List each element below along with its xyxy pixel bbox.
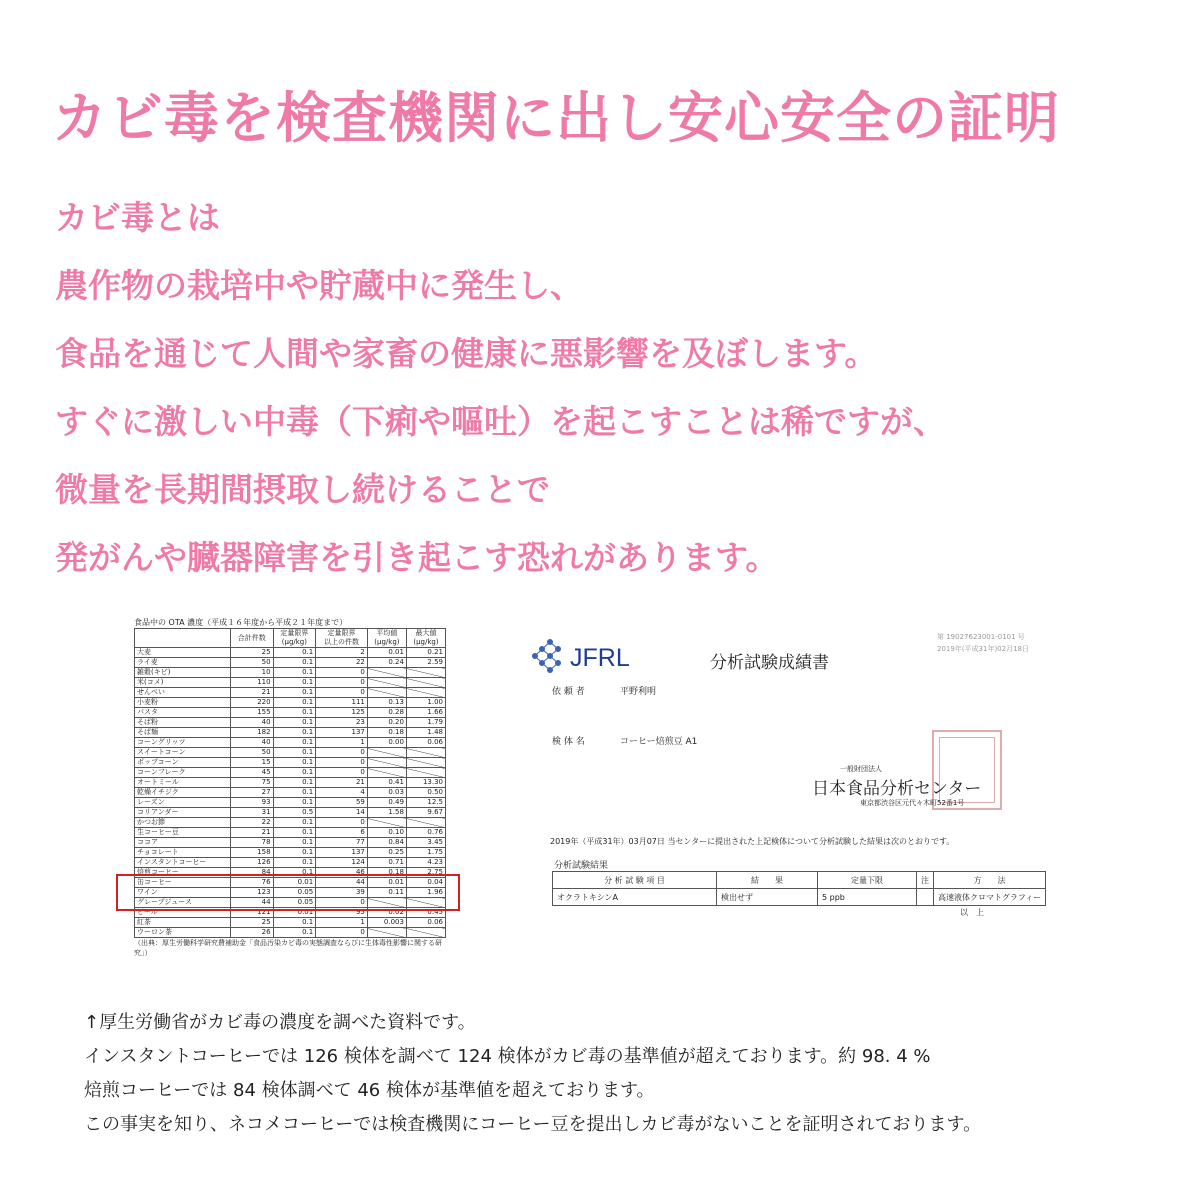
ota-value-cell: 0.10 bbox=[367, 828, 406, 838]
ota-value-cell bbox=[367, 668, 406, 678]
ota-value-cell: 0.02 bbox=[367, 908, 406, 918]
ota-value-cell: 0.1 bbox=[273, 698, 316, 708]
ota-value-cell bbox=[406, 748, 445, 758]
ota-table-row bbox=[135, 698, 446, 708]
ota-value-cell: 0.1 bbox=[273, 828, 316, 838]
ota-table-row bbox=[135, 848, 446, 858]
ota-value-cell bbox=[367, 758, 406, 768]
ota-table-row bbox=[135, 918, 446, 928]
ota-category-cell: 焙煎コーヒー bbox=[135, 868, 231, 878]
ota-value-cell: 0.01 bbox=[273, 908, 316, 918]
ota-value-cell: 44 bbox=[230, 898, 273, 908]
ota-value-cell: 0 bbox=[316, 678, 368, 688]
ota-value-cell: 0 bbox=[316, 818, 368, 828]
ota-category-cell: ココア bbox=[135, 838, 231, 848]
ota-value-cell: 0.01 bbox=[367, 648, 406, 658]
ota-category-cell: オートミール bbox=[135, 778, 231, 788]
ota-category-cell: 缶コーヒー bbox=[135, 878, 231, 888]
ota-category-cell: 大麦 bbox=[135, 648, 231, 658]
ota-value-cell: 126 bbox=[230, 858, 273, 868]
jfrl-logo-text: JFRL bbox=[570, 644, 630, 672]
ota-value-cell: 0 bbox=[316, 688, 368, 698]
page-headline: カビ毒を検査機関に出し安心安全の証明 bbox=[52, 86, 1061, 150]
ota-value-cell: 15 bbox=[230, 758, 273, 768]
ota-value-cell: 12.5 bbox=[406, 798, 445, 808]
ota-value-cell bbox=[367, 768, 406, 778]
ota-value-cell: 0 bbox=[316, 668, 368, 678]
ota-value-cell: 0.1 bbox=[273, 718, 316, 728]
ota-value-cell: 0.1 bbox=[273, 658, 316, 668]
ota-category-cell: チョコレート bbox=[135, 848, 231, 858]
ota-header-cell: 平均値 (µg/kg) bbox=[367, 629, 406, 648]
ota-value-cell: 0.04 bbox=[406, 878, 445, 888]
ota-value-cell: 1.58 bbox=[367, 808, 406, 818]
ota-header-cell: 定量限界 (µg/kg) bbox=[273, 629, 316, 648]
ota-value-cell: 59 bbox=[316, 798, 368, 808]
coffee-rows-highlight bbox=[116, 874, 460, 911]
ota-value-cell: 45 bbox=[230, 768, 273, 778]
ota-value-cell: 125 bbox=[316, 708, 368, 718]
ota-value-cell: 1 bbox=[316, 738, 368, 748]
ota-value-cell: 155 bbox=[230, 708, 273, 718]
ota-table-row bbox=[135, 648, 446, 658]
ota-value-cell: 0.1 bbox=[273, 818, 316, 828]
ota-table-row bbox=[135, 728, 446, 738]
ota-value-cell: 0.11 bbox=[367, 888, 406, 898]
ota-value-cell: 0 bbox=[316, 748, 368, 758]
ota-value-cell bbox=[367, 748, 406, 758]
ota-value-cell: 84 bbox=[230, 868, 273, 878]
ota-value-cell: 0.1 bbox=[273, 708, 316, 718]
intro-line: 微量を長期間摂取し続けることで bbox=[55, 470, 550, 509]
ota-value-cell: 0.71 bbox=[367, 858, 406, 868]
ota-value-cell: 0.1 bbox=[273, 858, 316, 868]
ota-category-cell: レーズン bbox=[135, 798, 231, 808]
intro-line: 食品を通じて人間や家畜の健康に悪影響を及ぼします。 bbox=[55, 334, 878, 373]
ota-category-cell: グレープジュース bbox=[135, 898, 231, 908]
ota-value-cell: 0.1 bbox=[273, 848, 316, 858]
footer-line: 焙煎コーヒーでは 84 検体調べて 46 検体が基準値を超えております。 bbox=[84, 1080, 655, 1101]
ota-value-cell: 220 bbox=[230, 698, 273, 708]
ota-value-cell: 76 bbox=[230, 878, 273, 888]
ota-value-cell: 1.66 bbox=[406, 708, 445, 718]
ota-value-cell: 0.03 bbox=[367, 788, 406, 798]
ota-category-cell: ウーロン茶 bbox=[135, 928, 231, 938]
ota-value-cell: 50 bbox=[230, 748, 273, 758]
ota-category-cell: ポップコーン bbox=[135, 758, 231, 768]
ota-table-row bbox=[135, 718, 446, 728]
ota-value-cell: 0.1 bbox=[273, 678, 316, 688]
ota-value-cell: 0.05 bbox=[273, 898, 316, 908]
ota-value-cell bbox=[367, 928, 406, 938]
ota-value-cell: 21 bbox=[316, 778, 368, 788]
ota-value-cell: 1.75 bbox=[406, 848, 445, 858]
ota-table-header-row bbox=[135, 629, 446, 648]
ota-value-cell: 0.20 bbox=[367, 718, 406, 728]
ota-value-cell bbox=[406, 758, 445, 768]
ota-table-row bbox=[135, 748, 446, 758]
ota-value-cell: 0.1 bbox=[273, 778, 316, 788]
ota-table-row bbox=[135, 658, 446, 668]
ota-value-cell: 0.45 bbox=[406, 908, 445, 918]
ota-value-cell bbox=[406, 818, 445, 828]
ota-value-cell: 0.5 bbox=[273, 808, 316, 818]
ota-value-cell: 0 bbox=[316, 768, 368, 778]
ota-category-cell: そば麺 bbox=[135, 728, 231, 738]
ota-value-cell: 0.21 bbox=[406, 648, 445, 658]
ota-value-cell bbox=[406, 688, 445, 698]
ota-value-cell bbox=[406, 668, 445, 678]
ota-category-cell: せんべい bbox=[135, 688, 231, 698]
ota-value-cell: 137 bbox=[316, 848, 368, 858]
ota-table-row bbox=[135, 778, 446, 788]
ota-value-cell: 0.1 bbox=[273, 838, 316, 848]
ota-header-cell: 定量限界 以上の件数 bbox=[316, 629, 368, 648]
ota-table-row bbox=[135, 678, 446, 688]
ota-category-cell: ワイン bbox=[135, 888, 231, 898]
results-cell: 検出せず bbox=[717, 889, 818, 906]
ota-value-cell: 4 bbox=[316, 788, 368, 798]
ota-value-cell: 22 bbox=[230, 818, 273, 828]
ota-value-cell: 0.50 bbox=[406, 788, 445, 798]
ota-value-cell: 0 bbox=[316, 898, 368, 908]
intro-line: すぐに激しい中毒（下痢や嘔吐）を起こすことは稀ですが、 bbox=[55, 402, 946, 441]
ota-value-cell: 31 bbox=[230, 808, 273, 818]
ota-value-cell: 0.25 bbox=[367, 848, 406, 858]
end-mark: 以 上 bbox=[960, 908, 984, 917]
ota-value-cell: 40 bbox=[230, 738, 273, 748]
ota-header-cell: 合計件数 bbox=[230, 629, 273, 648]
ota-value-cell: 22 bbox=[316, 658, 368, 668]
ota-table-row bbox=[135, 668, 446, 678]
ota-value-cell: 25 bbox=[230, 918, 273, 928]
ota-table-row bbox=[135, 828, 446, 838]
ota-category-cell: ビール bbox=[135, 908, 231, 918]
ota-value-cell: 0.49 bbox=[367, 798, 406, 808]
ota-value-cell bbox=[367, 678, 406, 688]
ota-table-row bbox=[135, 798, 446, 808]
ota-category-cell: 米(コメ) bbox=[135, 678, 231, 688]
sample-value: コーヒー焙煎豆 A1 bbox=[620, 737, 698, 747]
ota-table-row bbox=[135, 808, 446, 818]
results-cell: 高速液体クロマトグラフィー bbox=[934, 889, 1046, 906]
ota-value-cell: 39 bbox=[316, 888, 368, 898]
ota-value-cell: 0.06 bbox=[406, 918, 445, 928]
ota-value-cell bbox=[367, 688, 406, 698]
ota-header-cell bbox=[135, 629, 231, 648]
ota-table-row bbox=[135, 688, 446, 698]
ota-value-cell: 40 bbox=[230, 718, 273, 728]
results-cell: オクラトキシンA bbox=[553, 889, 717, 906]
ota-table-row bbox=[135, 818, 446, 828]
results-heading: 分析試験結果 bbox=[554, 861, 609, 871]
ota-value-cell: 25 bbox=[230, 648, 273, 658]
certificate-statement: 2019年（平成31年）03月07日 当センターに提出された上記検体について分析試験した結果は次のとおりです。 bbox=[550, 837, 955, 846]
ota-value-cell: 0.00 bbox=[367, 738, 406, 748]
ota-value-cell: 124 bbox=[316, 858, 368, 868]
results-table bbox=[552, 871, 1046, 906]
ota-value-cell: 111 bbox=[316, 698, 368, 708]
ota-value-cell: 0.1 bbox=[273, 728, 316, 738]
ota-category-cell: 小麦粉 bbox=[135, 698, 231, 708]
ota-value-cell: 27 bbox=[230, 788, 273, 798]
ota-value-cell: 0.1 bbox=[273, 688, 316, 698]
results-header-cell: 定量下限 bbox=[818, 872, 917, 889]
intro-line: カビ毒とは bbox=[55, 198, 220, 237]
ota-value-cell: 0.1 bbox=[273, 798, 316, 808]
ota-table-row bbox=[135, 928, 446, 938]
footer-line: インスタントコーヒーでは 126 検体を調べて 124 検体がカビ毒の基準値が超えております。約 98. 4 % bbox=[84, 1046, 931, 1067]
intro-line: 発がんや臓器障害を引き起こす恐れがあります。 bbox=[55, 538, 779, 577]
ota-category-cell: そば粉 bbox=[135, 718, 231, 728]
ota-category-cell: コーングリッツ bbox=[135, 738, 231, 748]
sample-label: 検 体 名 bbox=[552, 737, 585, 747]
ota-category-cell: パスタ bbox=[135, 708, 231, 718]
center-name: 日本食品分析センター bbox=[812, 779, 982, 799]
results-row bbox=[553, 889, 1046, 906]
ota-value-cell: 121 bbox=[230, 908, 273, 918]
ota-value-cell: 0.06 bbox=[406, 738, 445, 748]
ota-value-cell: 0.76 bbox=[406, 828, 445, 838]
ota-value-cell: 0.18 bbox=[367, 868, 406, 878]
ota-value-cell: 50 bbox=[230, 658, 273, 668]
ota-category-cell: かつお節 bbox=[135, 818, 231, 828]
ota-value-cell: 77 bbox=[316, 838, 368, 848]
ota-table-row bbox=[135, 768, 446, 778]
ota-value-cell: 2.75 bbox=[406, 868, 445, 878]
ota-value-cell: 110 bbox=[230, 678, 273, 688]
certificate-number: 第 19027623001-0101 号 bbox=[937, 633, 1025, 641]
ota-value-cell bbox=[406, 928, 445, 938]
ota-value-cell: 0.1 bbox=[273, 758, 316, 768]
ota-table-title: 食品中の OTA 濃度（平成１６年度から平成２１年度まで） bbox=[134, 618, 348, 627]
ota-value-cell: 0.24 bbox=[367, 658, 406, 668]
ota-table-row bbox=[135, 708, 446, 718]
ota-value-cell: 23 bbox=[316, 718, 368, 728]
ota-value-cell: 14 bbox=[316, 808, 368, 818]
ota-table-row bbox=[135, 858, 446, 868]
ota-value-cell: 2 bbox=[316, 648, 368, 658]
ota-value-cell: 78 bbox=[230, 838, 273, 848]
client-value: 平野利明 bbox=[620, 687, 657, 697]
ota-value-cell: 13.30 bbox=[406, 778, 445, 788]
ota-value-cell: 0.28 bbox=[367, 708, 406, 718]
ota-category-cell: 乾燥イチジク bbox=[135, 788, 231, 798]
ota-category-cell: 雑穀(キビ) bbox=[135, 668, 231, 678]
results-header-cell: 分 析 試 験 項 目 bbox=[553, 872, 717, 889]
ota-value-cell: 0.41 bbox=[367, 778, 406, 788]
ota-value-cell: 1.00 bbox=[406, 698, 445, 708]
footer-line: ↑厚生労働省がカビ毒の濃度を調べた資料です。 bbox=[84, 1012, 476, 1033]
ota-category-cell: ライ麦 bbox=[135, 658, 231, 668]
ota-table-row bbox=[135, 738, 446, 748]
results-cell: 5 ppb bbox=[818, 889, 917, 906]
ota-value-cell: 0.1 bbox=[273, 768, 316, 778]
ota-value-cell: 9.67 bbox=[406, 808, 445, 818]
ota-value-cell: 0.1 bbox=[273, 648, 316, 658]
ota-value-cell: 0.1 bbox=[273, 928, 316, 938]
center-address: 東京都渋谷区元代々木町52番1号 bbox=[860, 799, 965, 807]
ota-value-cell: 2.59 bbox=[406, 658, 445, 668]
results-cell bbox=[917, 889, 934, 906]
ota-value-cell: 93 bbox=[230, 798, 273, 808]
ota-value-cell: 0 bbox=[316, 928, 368, 938]
ota-value-cell: 0.1 bbox=[273, 788, 316, 798]
ota-value-cell: 0.1 bbox=[273, 868, 316, 878]
ota-category-cell: インスタントコーヒー bbox=[135, 858, 231, 868]
certificate-title: 分析試験成績書 bbox=[710, 653, 829, 673]
ota-value-cell: 0.1 bbox=[273, 748, 316, 758]
ota-value-cell: 95 bbox=[316, 908, 368, 918]
ota-value-cell: 21 bbox=[230, 828, 273, 838]
ota-value-cell bbox=[367, 818, 406, 828]
ota-table-source: （出典：厚生労働科学研究費補助金「食品汚染カビ毒の実態調査ならびに生体毒性影響に関する研究」） bbox=[134, 939, 442, 957]
ota-table-row bbox=[135, 758, 446, 768]
ota-value-cell: 0.05 bbox=[273, 888, 316, 898]
ota-value-cell: 158 bbox=[230, 848, 273, 858]
results-header-row bbox=[553, 872, 1046, 889]
ota-table-row bbox=[135, 838, 446, 848]
ota-value-cell: 123 bbox=[230, 888, 273, 898]
ota-value-cell: 3.45 bbox=[406, 838, 445, 848]
ota-value-cell: 26 bbox=[230, 928, 273, 938]
ota-value-cell: 0.13 bbox=[367, 698, 406, 708]
analysis-certificate bbox=[522, 622, 1082, 942]
ota-value-cell: 0.1 bbox=[273, 918, 316, 928]
ota-value-cell: 137 bbox=[316, 728, 368, 738]
client-label: 依 頼 者 bbox=[552, 687, 585, 697]
ota-value-cell: 0.84 bbox=[367, 838, 406, 848]
ota-value-cell: 0.1 bbox=[273, 738, 316, 748]
ota-value-cell: 1 bbox=[316, 918, 368, 928]
ota-value-cell: 1.96 bbox=[406, 888, 445, 898]
certificate-date: 2019年(平成31年)02月18日 bbox=[937, 645, 1029, 653]
results-header-cell: 注 bbox=[917, 872, 934, 889]
ota-table-row bbox=[135, 788, 446, 798]
ota-value-cell bbox=[406, 678, 445, 688]
ota-value-cell: 0.01 bbox=[273, 878, 316, 888]
results-header-cell: 方 法 bbox=[934, 872, 1046, 889]
ota-value-cell: 10 bbox=[230, 668, 273, 678]
ota-value-cell: 182 bbox=[230, 728, 273, 738]
footer-line: この事実を知り、ネコメコーヒーでは検査機関にコーヒー豆を提出しカビ毒がないことを証明されております。 bbox=[84, 1114, 982, 1135]
ota-value-cell: 0.18 bbox=[367, 728, 406, 738]
ota-value-cell bbox=[406, 768, 445, 778]
ota-value-cell: 0.1 bbox=[273, 668, 316, 678]
jfrl-logo-icon bbox=[530, 636, 570, 676]
ota-value-cell: 0.003 bbox=[367, 918, 406, 928]
results-header-cell: 結 果 bbox=[717, 872, 818, 889]
mycotoxin-intro bbox=[55, 192, 1135, 600]
ota-value-cell: 1.48 bbox=[406, 728, 445, 738]
ota-value-cell: 44 bbox=[316, 878, 368, 888]
ota-header-cell: 最大値 (µg/kg) bbox=[406, 629, 445, 648]
center-subtitle: 一般財団法人 bbox=[840, 765, 882, 773]
footer-notes bbox=[84, 1009, 1144, 1145]
ota-category-cell: コーンフレーク bbox=[135, 768, 231, 778]
ota-value-cell: 0.01 bbox=[367, 878, 406, 888]
ota-value-cell: 46 bbox=[316, 868, 368, 878]
ota-value-cell: 0 bbox=[316, 758, 368, 768]
ota-value-cell: 4.23 bbox=[406, 858, 445, 868]
ota-value-cell: 75 bbox=[230, 778, 273, 788]
ota-category-cell: 紅茶 bbox=[135, 918, 231, 928]
ota-category-cell: 生コーヒー豆 bbox=[135, 828, 231, 838]
ota-value-cell: 1.79 bbox=[406, 718, 445, 728]
ota-value-cell: 21 bbox=[230, 688, 273, 698]
ota-category-cell: スイートコーン bbox=[135, 748, 231, 758]
intro-line: 農作物の栽培中や貯蔵中に発生し、 bbox=[55, 266, 583, 305]
ota-value-cell: 6 bbox=[316, 828, 368, 838]
ota-category-cell: コリアンダー bbox=[135, 808, 231, 818]
